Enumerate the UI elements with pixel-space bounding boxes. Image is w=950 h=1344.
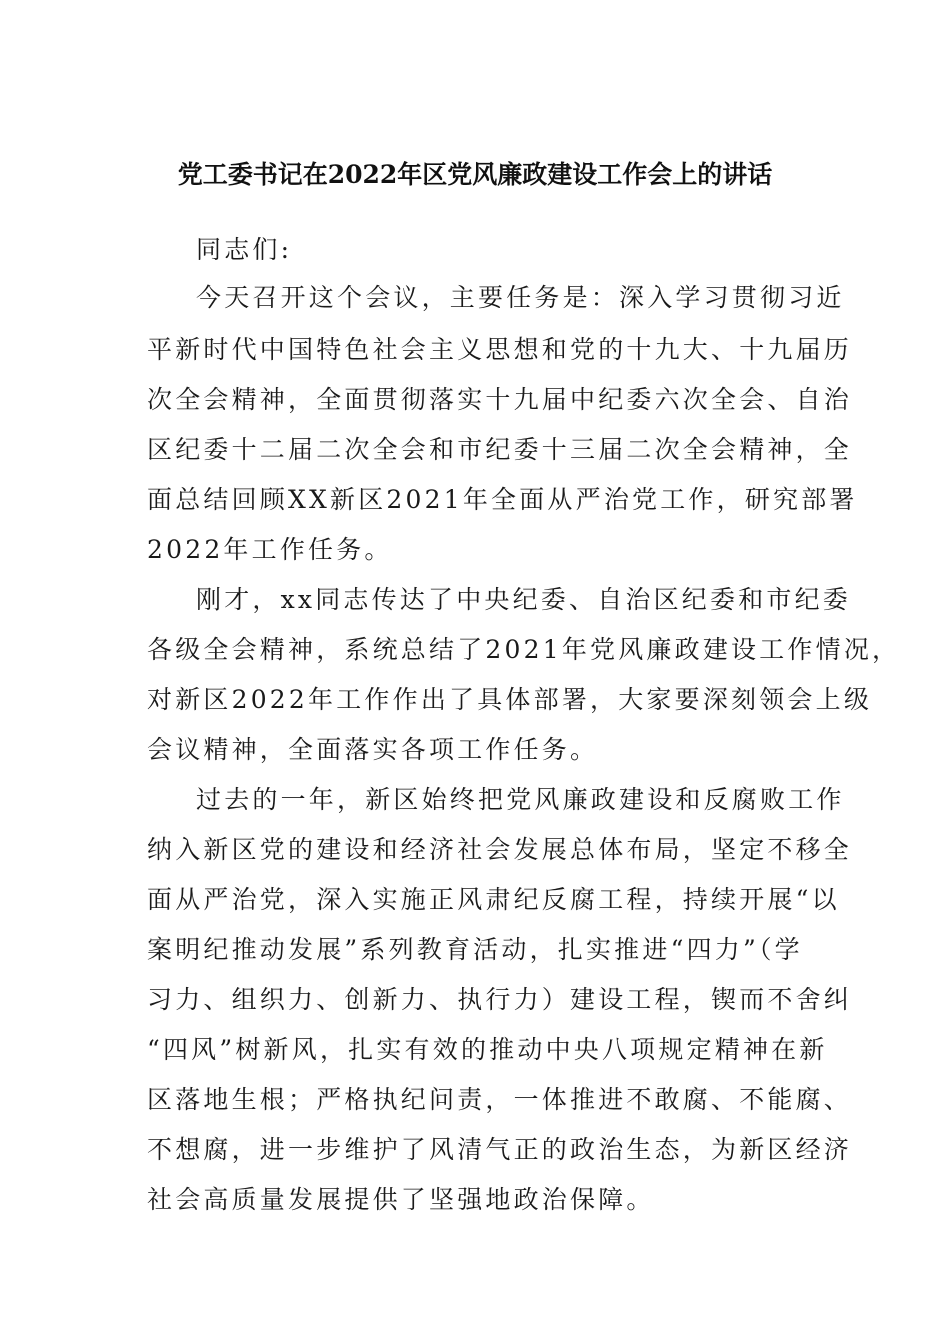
paragraph-1-line-4: 区纪委十二届二次全会和市纪委十三届二次全会精神，全 — [147, 435, 853, 464]
paragraph-3-line-1: 过去的一年，新区始终把党风廉政建设和反腐败工作 — [196, 785, 845, 814]
document-title: 党工委书记在2022年区党风廉政建设工作会上的讲话 — [177, 160, 773, 189]
paragraph-3-line-5: 习力、组织力、创新力、执行力）建设工程，锲而不舍纠 — [147, 985, 853, 1014]
paragraph-1-line-2: 平新时代中国特色社会主义思想和党的十九大、十九届历 — [147, 335, 853, 364]
paragraph-3-line-2: 纳入新区党的建设和经济社会发展总体布局，坚定不移全 — [147, 835, 853, 864]
paragraph-2-line-1: 刚才，xx同志传达了中央纪委、自治区纪委和市纪委 — [196, 585, 852, 614]
salutation-line: 同志们: — [196, 235, 293, 264]
paragraph-1-line-3: 次全会精神，全面贯彻落实十九届中纪委六次全会、自治 — [147, 385, 853, 414]
paragraph-2-line-3: 对新区2022年工作作出了具体部署，大家要深刻领会上级 — [147, 685, 873, 714]
paragraph-1-line-1: 今天召开这个会议，主要任务是：深入学习贯彻习近 — [196, 283, 845, 312]
paragraph-3-line-3: 面从严治党，深入实施正风肃纪反腐工程，持续开展“以 — [147, 885, 840, 914]
paragraph-3-line-9: 社会高质量发展提供了坚强地政治保障。 — [147, 1185, 655, 1214]
paragraph-3-line-7: 区落地生根；严格执纪问责，一体推进不敢腐、不能腐、 — [147, 1085, 853, 1114]
paragraph-1-line-5: 面总结回顾XX新区2021年全面从严治党工作，研究部署 — [147, 485, 858, 514]
paragraph-2-line-4: 会议精神，全面落实各项工作任务。 — [147, 735, 599, 764]
paragraph-3-line-6: “四风”树新风，扎实有效的推动中央八项规定精神在新 — [147, 1035, 828, 1064]
paragraph-3-line-8: 不想腐，进一步维护了风清气正的政治生态，为新区经济 — [147, 1135, 853, 1164]
paragraph-1-line-6: 2022年工作任务。 — [147, 535, 393, 564]
paragraph-3-line-4: 案明纪推动发展”系列教育活动，扎实推进“四力”（学 — [147, 935, 803, 964]
paragraph-2-line-2: 各级全会精神，系统总结了2021年党风廉政建设工作情况， — [147, 635, 901, 664]
